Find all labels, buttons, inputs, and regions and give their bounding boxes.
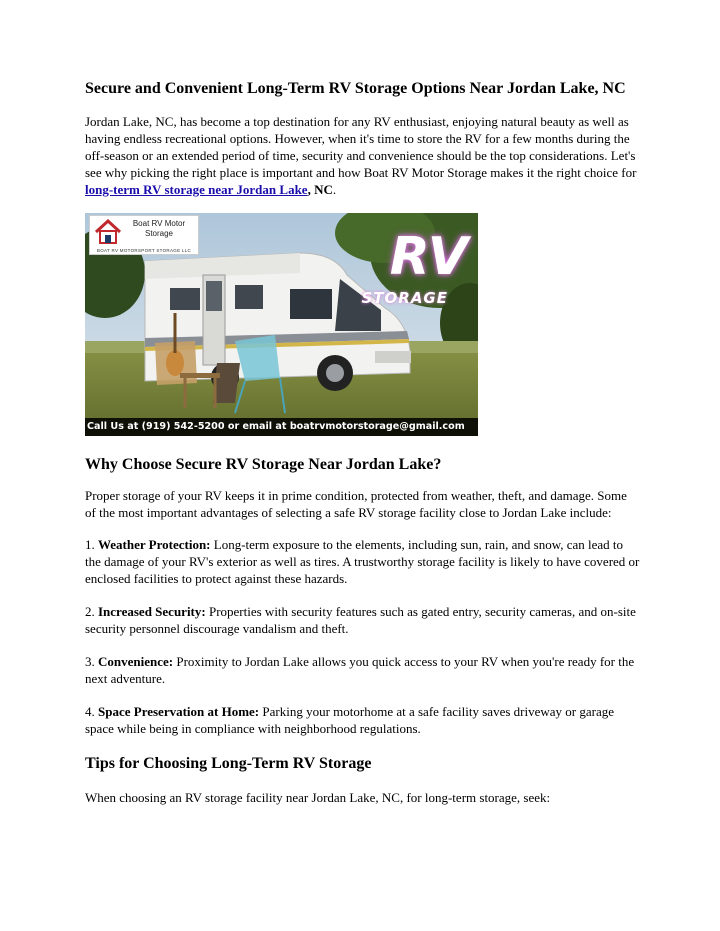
item-label: Convenience: [98,654,174,669]
house-icon [94,219,122,245]
logo-subline: BOAT RV MOTORSPORT STORAGE LLC [96,248,192,253]
item-number: 4. [85,704,98,719]
section-heading-why: Why Choose Secure RV Storage Near Jordan Lake? [85,456,442,473]
logo-text [124,219,194,239]
intro-end: . [332,182,337,197]
list-item-weather [85,536,640,587]
list-item-convenience [85,653,640,687]
intro-tail: , NC [307,182,333,197]
item-text: Long-term exposure to the elements, including sun, rain, and snow, can lead to the damage of your RV's exterior as well as tires. A trustworthy storage facility is likely to have covered or enclosed facilities to protect against these hazards. [85,537,640,586]
section-heading-tips: Tips for Choosing Long-Term RV Storage [85,755,372,772]
item-text: Parking your motorhome at a safe facility saves driveway or garage space while being in compliance with neighborhood regulations. [85,704,614,736]
section1-intro: Proper storage of your RV keeps it in prime condition, protected from weather, theft, and damage. Some of the most important advantages of selecting a safe RV storage facility close to Jordan Lake include: [85,488,627,520]
rv-brand-text: RV [389,227,466,287]
item-number: 2. [85,604,98,619]
intro-paragraph [85,113,640,198]
logo-line2: Storage [144,229,174,238]
item-label: Increased Security: [98,604,206,619]
section2-intro: When choosing an RV storage facility near Jordan Lake, NC, for long-term storage, seek: [85,790,551,805]
item-label: Space Preservation at Home: [98,704,260,719]
logo-line1: Boat RV Motor [132,219,186,228]
storage-link[interactable]: long-term RV storage near Jordan Lake [85,182,308,197]
item-text: Proximity to Jordan Lake allows you quick access to your RV when you're ready for the next adventure. [85,654,635,686]
hero-image [85,213,478,436]
article [85,78,640,806]
item-number: 3. [85,654,98,669]
rv-brand-subtext: STORAGE [361,289,448,307]
list-item-space [85,703,640,737]
list-item-security [85,603,640,637]
contact-bar: Call Us at (919) 542-5200 or email at boatrvmotorstorage@gmail.com [85,418,478,436]
item-number: 1. [85,537,98,552]
page-title: Secure and Convenient Long-Term RV Storage Options Near Jordan Lake, NC [85,80,626,97]
item-label: Weather Protection: [98,537,211,552]
item-text: Properties with security features such as gated entry, security cameras, and on-site security personnel discourage vandalism and theft. [85,604,636,636]
company-logo [89,215,199,255]
intro-text: Jordan Lake, NC, has become a top destination for any RV enthusiast, enjoying natural beauty as well as having endless recreational options. However, when it's time to store the RV for a few months during the off-season or an extended period of time, security and convenience should be the top considerations. Let's see why picking the right place is important and how Boat RV Motor Storage makes it the right choice for [85,114,637,180]
